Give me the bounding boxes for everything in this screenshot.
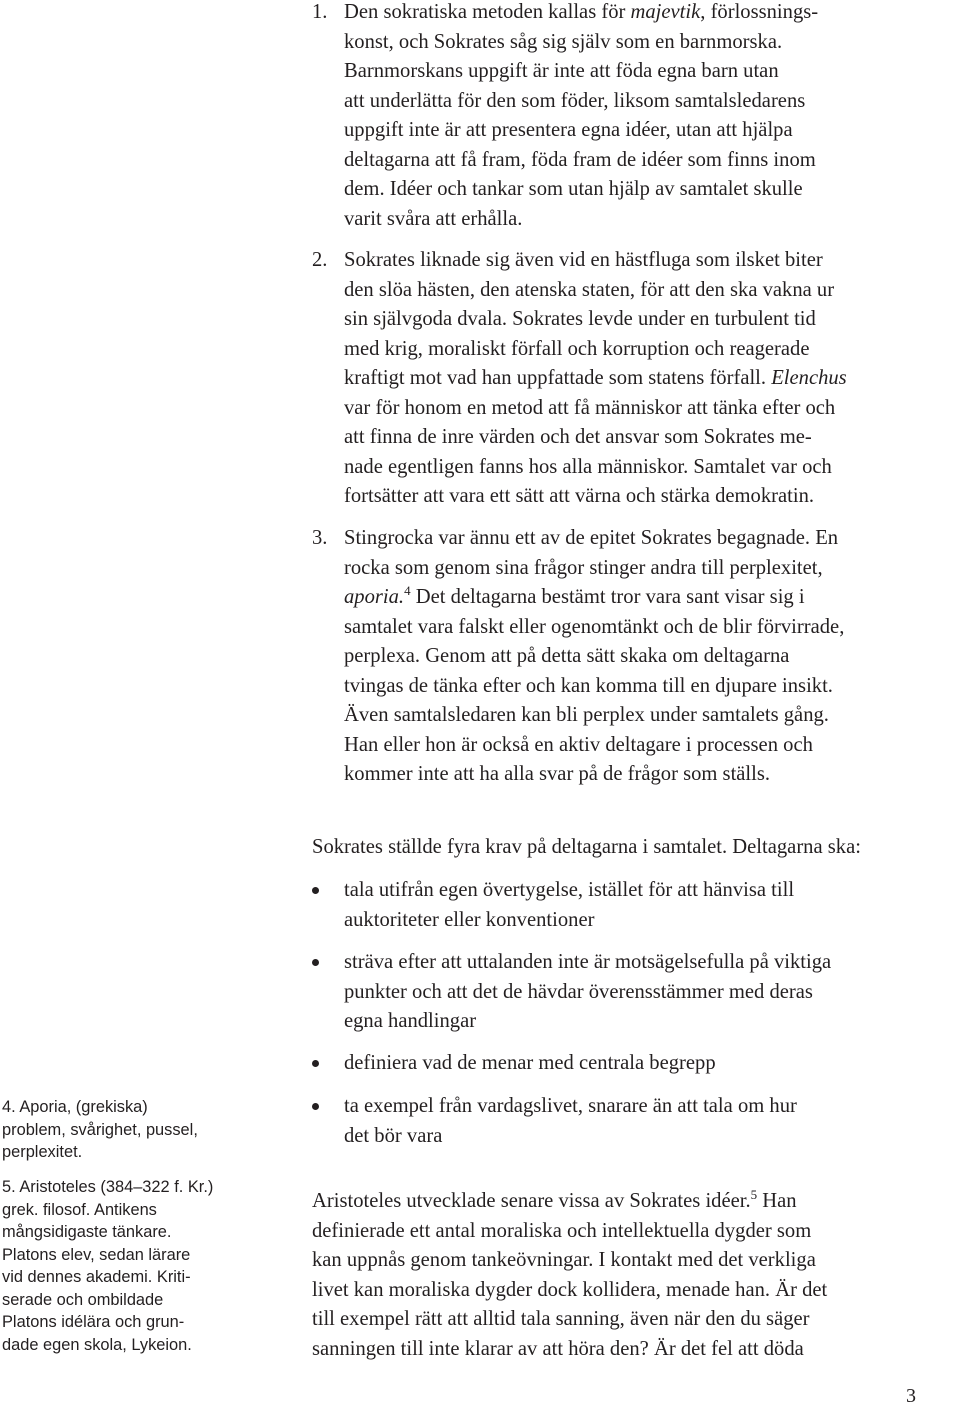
text-segment: livet kan moraliska dygder dock kollidera, menade han. Är det [312, 1278, 828, 1301]
text-segment: Stingrocka var ännu ett av de epitet Sokrates begagnade. En [344, 527, 839, 549]
text-segment: kraftigt mot vad han uppfattade som statens förfall. [344, 367, 772, 389]
text-line [344, 0, 818, 28]
text-segment: med krig, moraliskt förfall och korruption och reagerade [344, 337, 810, 360]
text-line: grek. filosof. Antikens [2, 1200, 157, 1219]
text-segment: utvecklade senare vissa av Sokrates idéer. [401, 1190, 751, 1212]
text-line [344, 524, 844, 554]
text-line [344, 672, 844, 702]
text-line [344, 642, 844, 672]
text-line [312, 1276, 827, 1306]
text-line: mångsidigaste tänkare. [2, 1223, 172, 1241]
text-segment: den slöa hästen, den atenska staten, för att den ska vakna ur [344, 278, 835, 301]
bullet-text [344, 1092, 797, 1151]
text-segment: dem. Idéer och tankar som utan hjälp av samtalet skulle [344, 178, 803, 200]
bullet-dot [312, 887, 319, 894]
text-line [344, 276, 847, 306]
text-line [344, 175, 818, 205]
text-line [344, 246, 847, 276]
text-line [344, 394, 847, 424]
text-line: auktoriteter eller konventioner [344, 908, 595, 931]
text-line: ta exempel från vardagslivet, snarare än att tala om hur [344, 1095, 797, 1117]
text-line [344, 28, 818, 58]
text-segment: Den sokratiska metoden kallas för [344, 1, 631, 23]
text-segment: sin självgoda dvala. Sokrates levde under en turbulent tid [344, 308, 816, 330]
page-number: 3 [906, 1385, 916, 1407]
text-line: perplexitet. [2, 1143, 83, 1161]
text-segment: sanningen till inte klarar av att höra den? Är det fel att döda [312, 1337, 804, 1360]
text-line: egna handlingar [344, 1010, 477, 1032]
text-line: tala utifrån egen övertygelse, istället för att hänvisa till [344, 879, 795, 901]
text-line: Platons idélära och grun- [2, 1313, 185, 1331]
italic-term: majevtik [630, 1, 701, 23]
bullet-text [344, 876, 794, 935]
text-segment: konst, och Sokrates såg sig själv som en barnmorska. [344, 30, 783, 53]
text-segment: till exempel rätt att alltid tala sanning, även när den du säger [312, 1308, 810, 1330]
closing-paragraph [312, 1187, 827, 1364]
text-line: serade och ombildade [2, 1290, 164, 1309]
text-line: problem, svårighet, pussel, [2, 1120, 198, 1139]
requirements-intro: Sokrates ställde fyra krav på deltagarna i samtalet. Deltagarna ska: [312, 836, 861, 858]
italic-term: Elenchus [771, 367, 847, 389]
text-line [344, 205, 818, 235]
text-line [312, 1305, 827, 1335]
text-line [344, 701, 844, 731]
text-line [344, 364, 847, 394]
text-line [344, 116, 818, 146]
text-segment: samtalet vara falskt eller ogenomtänkt och de blir förvirrade, [344, 615, 845, 638]
text-line [344, 583, 844, 613]
item-number: 3. [312, 527, 328, 549]
text-segment: definierade ett antal moraliska och intellektuella dygder som [312, 1219, 812, 1242]
text-line [344, 423, 847, 453]
bullet-text [344, 1049, 716, 1079]
text-line: sträva efter att uttalanden inte är motsägelsefulla på viktiga [344, 951, 832, 973]
text-segment: varit svåra att erhålla. [344, 207, 523, 230]
text-line: det bör vara [344, 1124, 443, 1147]
text-line: dade egen skola, Lykeion. [2, 1335, 192, 1354]
bullet-text [344, 948, 831, 1037]
text-line [344, 453, 847, 483]
text-segment: Det deltagarna bestämt tror vara sant visar sig i [410, 586, 805, 608]
text-segment: Han eller hon är också en aktiv deltagare i processen och [344, 733, 813, 756]
text-segment: deltagarna att få fram, föda fram de idéer som finns inom [344, 148, 816, 171]
text-line [344, 87, 818, 117]
side-note-5 [2, 1176, 213, 1356]
footnote-ref: 4 [404, 583, 411, 598]
italic-term: aporia. [344, 586, 405, 608]
text-segment: uppgift inte är att presentera egna idéer, utan att hjälpa [344, 119, 793, 141]
text-segment: fortsätter att vara ett sätt att värna och stärka demokratin. [344, 485, 815, 507]
text-line [344, 57, 818, 87]
text-segment: Aristoteles [312, 1190, 402, 1212]
item-text [344, 524, 844, 790]
text-line: 5. Aristoteles (384–322 f. Kr.) [2, 1178, 214, 1196]
item-text [344, 0, 818, 234]
text-segment: att underlätta för den som föder, liksom samtalsledarens [344, 89, 806, 112]
text-line: punkter och att det de hävdar överensstämmer med deras [344, 980, 813, 1003]
text-line [312, 1217, 827, 1247]
text-segment: tvingas de tänka efter och kan komma till en djupare insikt. [344, 674, 833, 697]
text-segment: Även samtalsledaren kan bli perplex under samtalets gång. [344, 704, 829, 726]
text-line: vid dennes akademi. Kriti- [2, 1268, 191, 1286]
text-line: 4. Aporia, (grekiska) [2, 1098, 148, 1116]
text-line [344, 613, 844, 643]
side-note-4 [2, 1096, 198, 1164]
text-segment: Han [757, 1190, 797, 1212]
text-line [312, 1246, 827, 1276]
text-line [344, 335, 847, 365]
text-segment: nade egentligen fanns hos alla människor. Samtalet var och [344, 455, 832, 478]
text-segment: kommer inte att ha alla svar på de frågor som ställs. [344, 763, 771, 785]
text-segment: att finna de inre värden och det ansvar som Sokrates me- [344, 426, 812, 448]
item-number: 2. [312, 249, 328, 271]
text-line [344, 146, 818, 176]
text-line [344, 305, 847, 335]
text-line: definiera vad de menar med centrala begrepp [344, 1052, 716, 1074]
text-segment: Barnmorskans uppgift är inte att föda egna barn utan [344, 60, 779, 82]
text-line [344, 731, 844, 761]
text-segment: Sokrates liknade sig även vid en hästfluga som ilsket biter [344, 249, 823, 271]
text-segment: var för honom en metod att få människor att tänka efter och [344, 396, 836, 419]
bullet-dot [312, 959, 319, 966]
text-line [344, 482, 847, 512]
bullet-dot [312, 1060, 319, 1067]
text-line: Platons elev, sedan lärare [2, 1245, 191, 1264]
item-text [344, 246, 847, 512]
text-segment: , förlossnings- [700, 1, 819, 23]
text-line [312, 1335, 827, 1365]
item-number: 1. [312, 1, 328, 23]
text-line [344, 554, 844, 584]
text-line [344, 760, 844, 790]
text-line [312, 1187, 827, 1217]
footnote-ref: 5 [750, 1187, 758, 1202]
text-segment: kan uppnås genom tankeövningar. I kontakt med det verkliga [312, 1249, 816, 1271]
bullet-dot [312, 1103, 319, 1110]
text-segment: perplexa. Genom att på detta sätt skaka om deltagarna [344, 645, 790, 667]
text-segment: rocka som genom sina frågor stinger andra till perplexitet, [344, 556, 823, 579]
